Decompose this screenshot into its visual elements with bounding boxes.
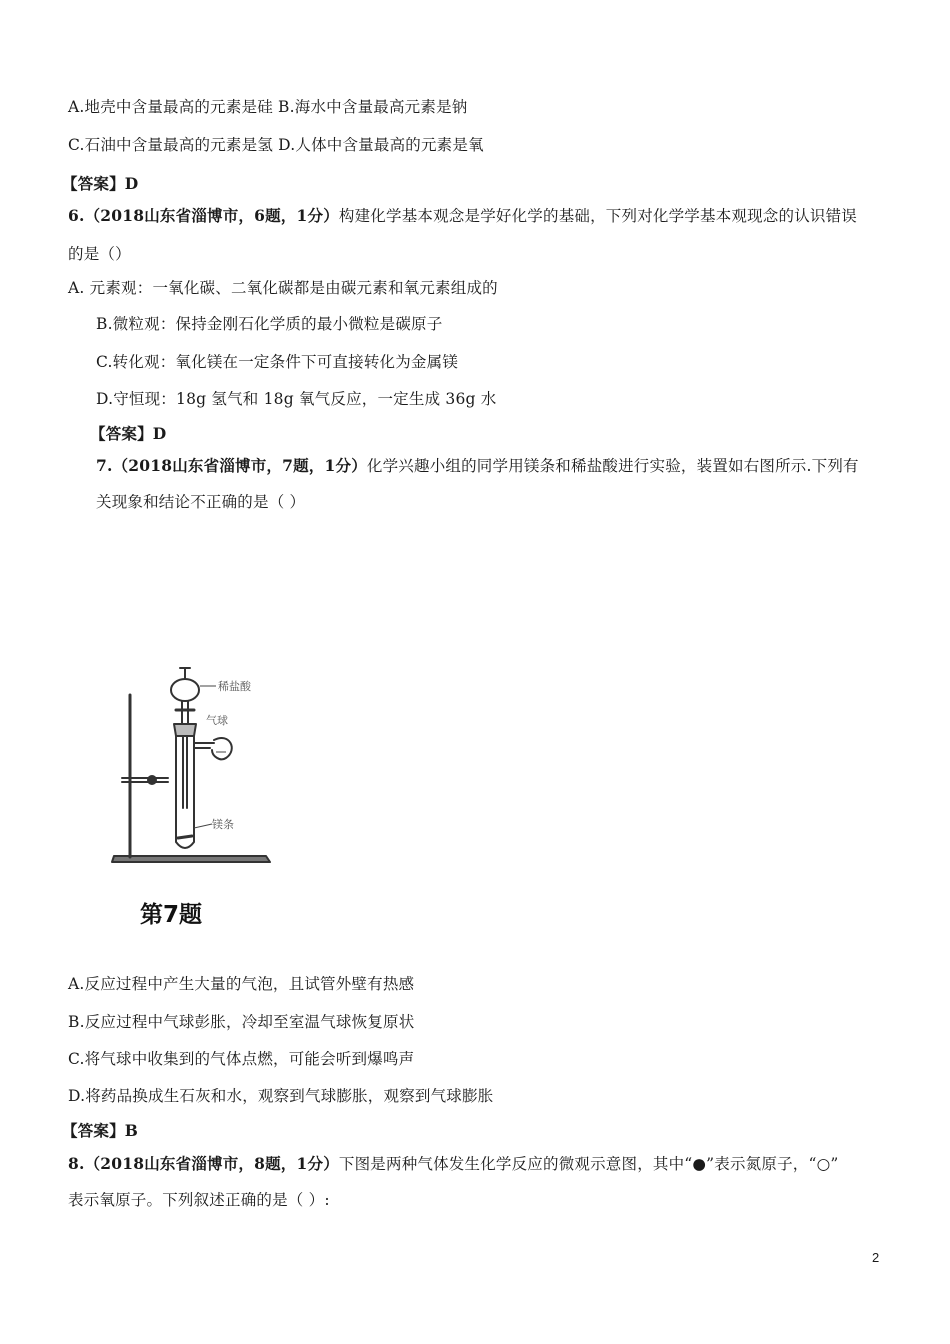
q6-option-d: D.守恒现：18g 氢气和 18g 氧气反应，一定生成 36g 水 — [96, 390, 497, 408]
q7-stem-text: 化学兴趣小组的同学用镁条和稀盐酸进行实验，装置如右图所示.下列有 — [366, 457, 859, 475]
q6-stem-line2: 的是（） — [68, 245, 131, 263]
label-dilute-hcl: 稀盐酸 — [218, 680, 251, 693]
q6-option-b: B.微粒观：保持金刚石化学质的最小微粒是碳原子 — [96, 315, 443, 333]
q7-apparatus-figure — [108, 640, 308, 940]
label-balloon: 气球 — [206, 714, 228, 727]
q8-stem-line2: 表示氧原子。下列叙述正确的是（ ）: — [68, 1191, 330, 1209]
q7-stem-line1 — [96, 456, 859, 476]
q5-options-ab: A.地壳中含量最高的元素是硅 B.海水中含量最高元素是钠 — [68, 98, 468, 116]
q6-stem-line1 — [68, 206, 857, 226]
q6-stem-text: 构建化学基本观念是学好化学的基础，下列对化学学基本观现念的认识错误 — [338, 207, 858, 225]
q6-answer: 【答案】D — [90, 424, 167, 443]
q7-answer: 【答案】B — [62, 1121, 139, 1140]
figure-caption: 第7题 — [140, 902, 203, 928]
q5-options-cd: C.石油中含量最高的元素是氢 D.人体中含量最高的元素是氧 — [68, 136, 484, 154]
q7-stem-line2: 关现象和结论不正确的是（ ） — [96, 493, 306, 511]
page-number: 2 — [872, 1250, 880, 1265]
q8-stem-text: 下图是两种气体发生化学反应的微观示意图，其中“●”表示氮原子，“○” — [338, 1155, 839, 1173]
label-magnesium: 镁条 — [212, 818, 234, 831]
q7-option-b: B.反应过程中气球彭胀，冷却至室温气球恢复原状 — [68, 1013, 415, 1031]
q6-source: 6.（2018山东省淄博市，6题，1分） — [68, 206, 339, 225]
q7-option-a: A.反应过程中产生大量的气泡，且试管外壁有热感 — [68, 975, 415, 993]
q8-source: 8.（2018山东省淄博市，8题，1分） — [68, 1154, 339, 1173]
q6-option-c: C.转化观：氧化镁在一定条件下可直接转化为金属镁 — [96, 353, 459, 371]
apparatus-diagram — [108, 640, 308, 940]
q7-option-c: C.将气球中收集到的气体点燃，可能会听到爆鸣声 — [68, 1050, 415, 1068]
q7-option-d: D.将药品换成生石灰和水，观察到气球膨胀，观察到气球膨胀 — [68, 1087, 494, 1105]
q7-source: 7.（2018山东省淄博市，7题，1分） — [96, 456, 367, 475]
q5-answer: 【答案】D — [62, 174, 139, 193]
q6-option-a: A. 元素观：一氧化碳、二氧化碳都是由碳元素和氧元素组成的 — [68, 279, 498, 297]
q8-stem-line1 — [68, 1154, 838, 1174]
